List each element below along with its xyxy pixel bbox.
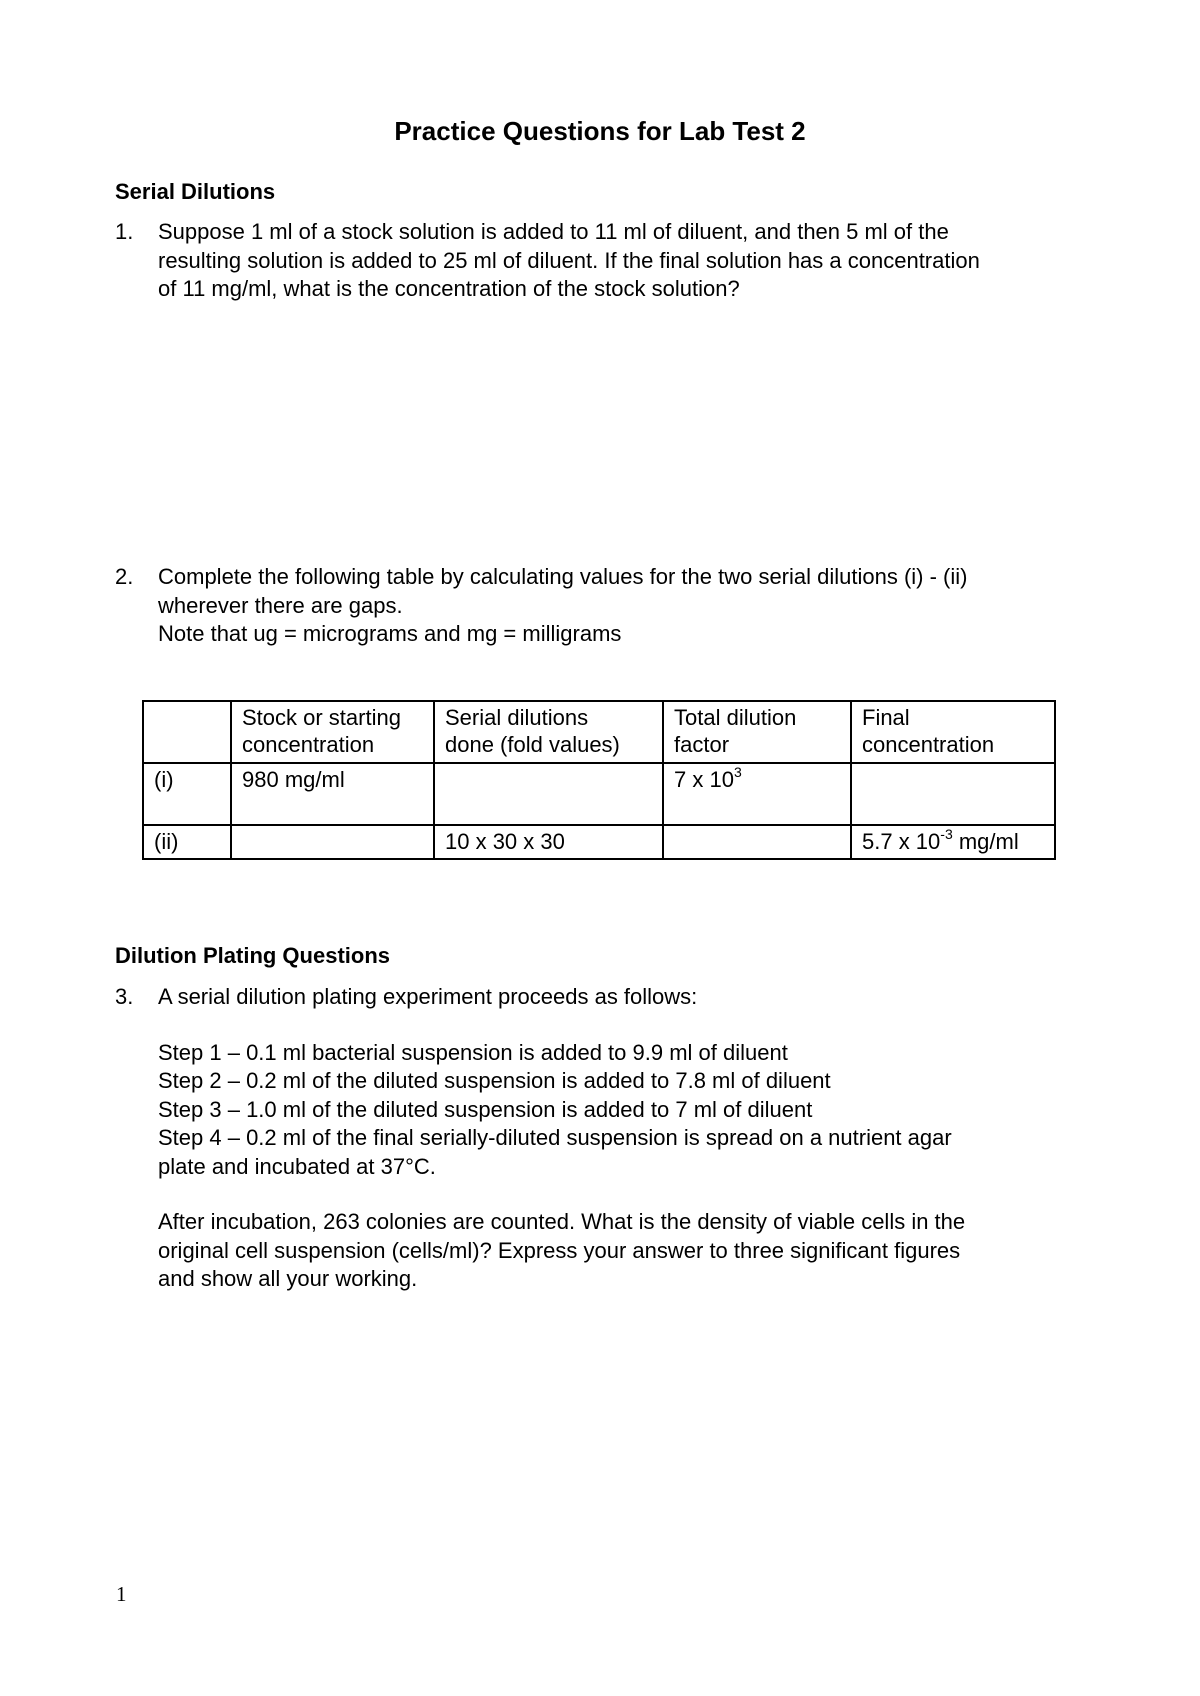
question-text-line: Suppose 1 ml of a stock solution is added to 11 ml of diluent, and then 5 ml of the bbox=[158, 219, 949, 244]
stock-cell bbox=[231, 825, 434, 859]
header-text-line: concentration bbox=[862, 732, 995, 757]
step-line: plate and incubated at 37°C. bbox=[158, 1153, 436, 1179]
header-text-line: concentration bbox=[242, 732, 375, 757]
question-text-line: and show all your working. bbox=[158, 1266, 418, 1291]
header-text-line: Serial dilutions bbox=[445, 705, 589, 730]
question-text-line: original cell suspension (cells/ml)? Express your answer to three significant figures bbox=[158, 1237, 961, 1263]
table-header-cell bbox=[231, 701, 434, 763]
question-text-line: Note that ug = micrograms and mg = milligrams bbox=[158, 621, 622, 646]
final-concentration-cell bbox=[851, 763, 1055, 825]
total-dilution-exponent: 3 bbox=[733, 763, 742, 780]
question-text-line: wherever there are gaps. bbox=[158, 592, 403, 618]
step-line: Step 1 – 0.1 ml bacterial suspension is added to 9.9 ml of diluent bbox=[158, 1039, 788, 1065]
final-concentration-base: 5.7 x 10 bbox=[862, 829, 941, 854]
table-row bbox=[143, 825, 1055, 859]
header-text-line: Total dilution bbox=[674, 705, 797, 730]
header-text-line: factor bbox=[674, 732, 730, 757]
stock-cell: 980 mg/ml bbox=[231, 763, 434, 825]
question-text-line: Complete the following table by calculating values for the two serial dilutions (i) - (ii) bbox=[158, 564, 968, 589]
table-header-cell bbox=[434, 701, 663, 763]
header-text-line: done (fold values) bbox=[445, 732, 620, 757]
final-concentration-exponent: -3 bbox=[940, 825, 953, 842]
page-number: 1 bbox=[116, 1582, 127, 1606]
step-line: Step 3 – 1.0 ml of the diluted suspension is added to 7 ml of diluent bbox=[158, 1096, 813, 1122]
question-2 bbox=[115, 563, 1075, 649]
total-dilution-base: 7 x 10 bbox=[674, 767, 734, 792]
question-text-line: resulting solution is added to 25 ml of diluent. If the final solution has a concentration bbox=[158, 247, 980, 273]
step-line: Step 4 – 0.2 ml of the final serially-diluted suspension is spread on a nutrient agar bbox=[158, 1125, 952, 1150]
table-header-row bbox=[143, 701, 1055, 763]
header-text-line: Final bbox=[862, 705, 910, 730]
serial-dilution-table bbox=[142, 700, 1056, 860]
question-number: 1. bbox=[115, 219, 134, 244]
header-text-line: Stock or starting bbox=[242, 705, 401, 730]
table-header-cell bbox=[851, 701, 1055, 763]
section-heading-dilution-plating: Dilution Plating Questions bbox=[115, 943, 390, 968]
question-3 bbox=[115, 983, 1075, 1294]
question-1 bbox=[115, 218, 1075, 304]
table-row bbox=[143, 763, 1055, 825]
table-header-cell bbox=[663, 701, 851, 763]
final-concentration-cell bbox=[851, 825, 1055, 859]
question-text-line: A serial dilution plating experiment proceeds as follows: bbox=[158, 984, 698, 1009]
question-text-line: of 11 mg/ml, what is the concentration of the stock solution? bbox=[158, 276, 740, 301]
row-label-cell: (ii) bbox=[143, 825, 231, 859]
section-heading-serial-dilutions: Serial Dilutions bbox=[115, 179, 276, 204]
total-dilution-cell bbox=[663, 763, 851, 825]
total-dilution-cell bbox=[663, 825, 851, 859]
question-number: 3. bbox=[115, 984, 134, 1009]
table-header-cell-blank bbox=[143, 701, 231, 763]
question-text-line: After incubation, 263 colonies are counted. What is the density of viable cells in the bbox=[158, 1209, 966, 1234]
page-title: Practice Questions for Lab Test 2 bbox=[394, 116, 806, 146]
question-number: 2. bbox=[115, 564, 134, 589]
serial-cell: 10 x 30 x 30 bbox=[434, 825, 663, 859]
final-concentration-unit: mg/ml bbox=[952, 829, 1019, 854]
row-label-cell: (i) bbox=[143, 763, 231, 825]
step-line: Step 2 – 0.2 ml of the diluted suspension is added to 7.8 ml of diluent bbox=[158, 1068, 831, 1093]
serial-cell bbox=[434, 763, 663, 825]
